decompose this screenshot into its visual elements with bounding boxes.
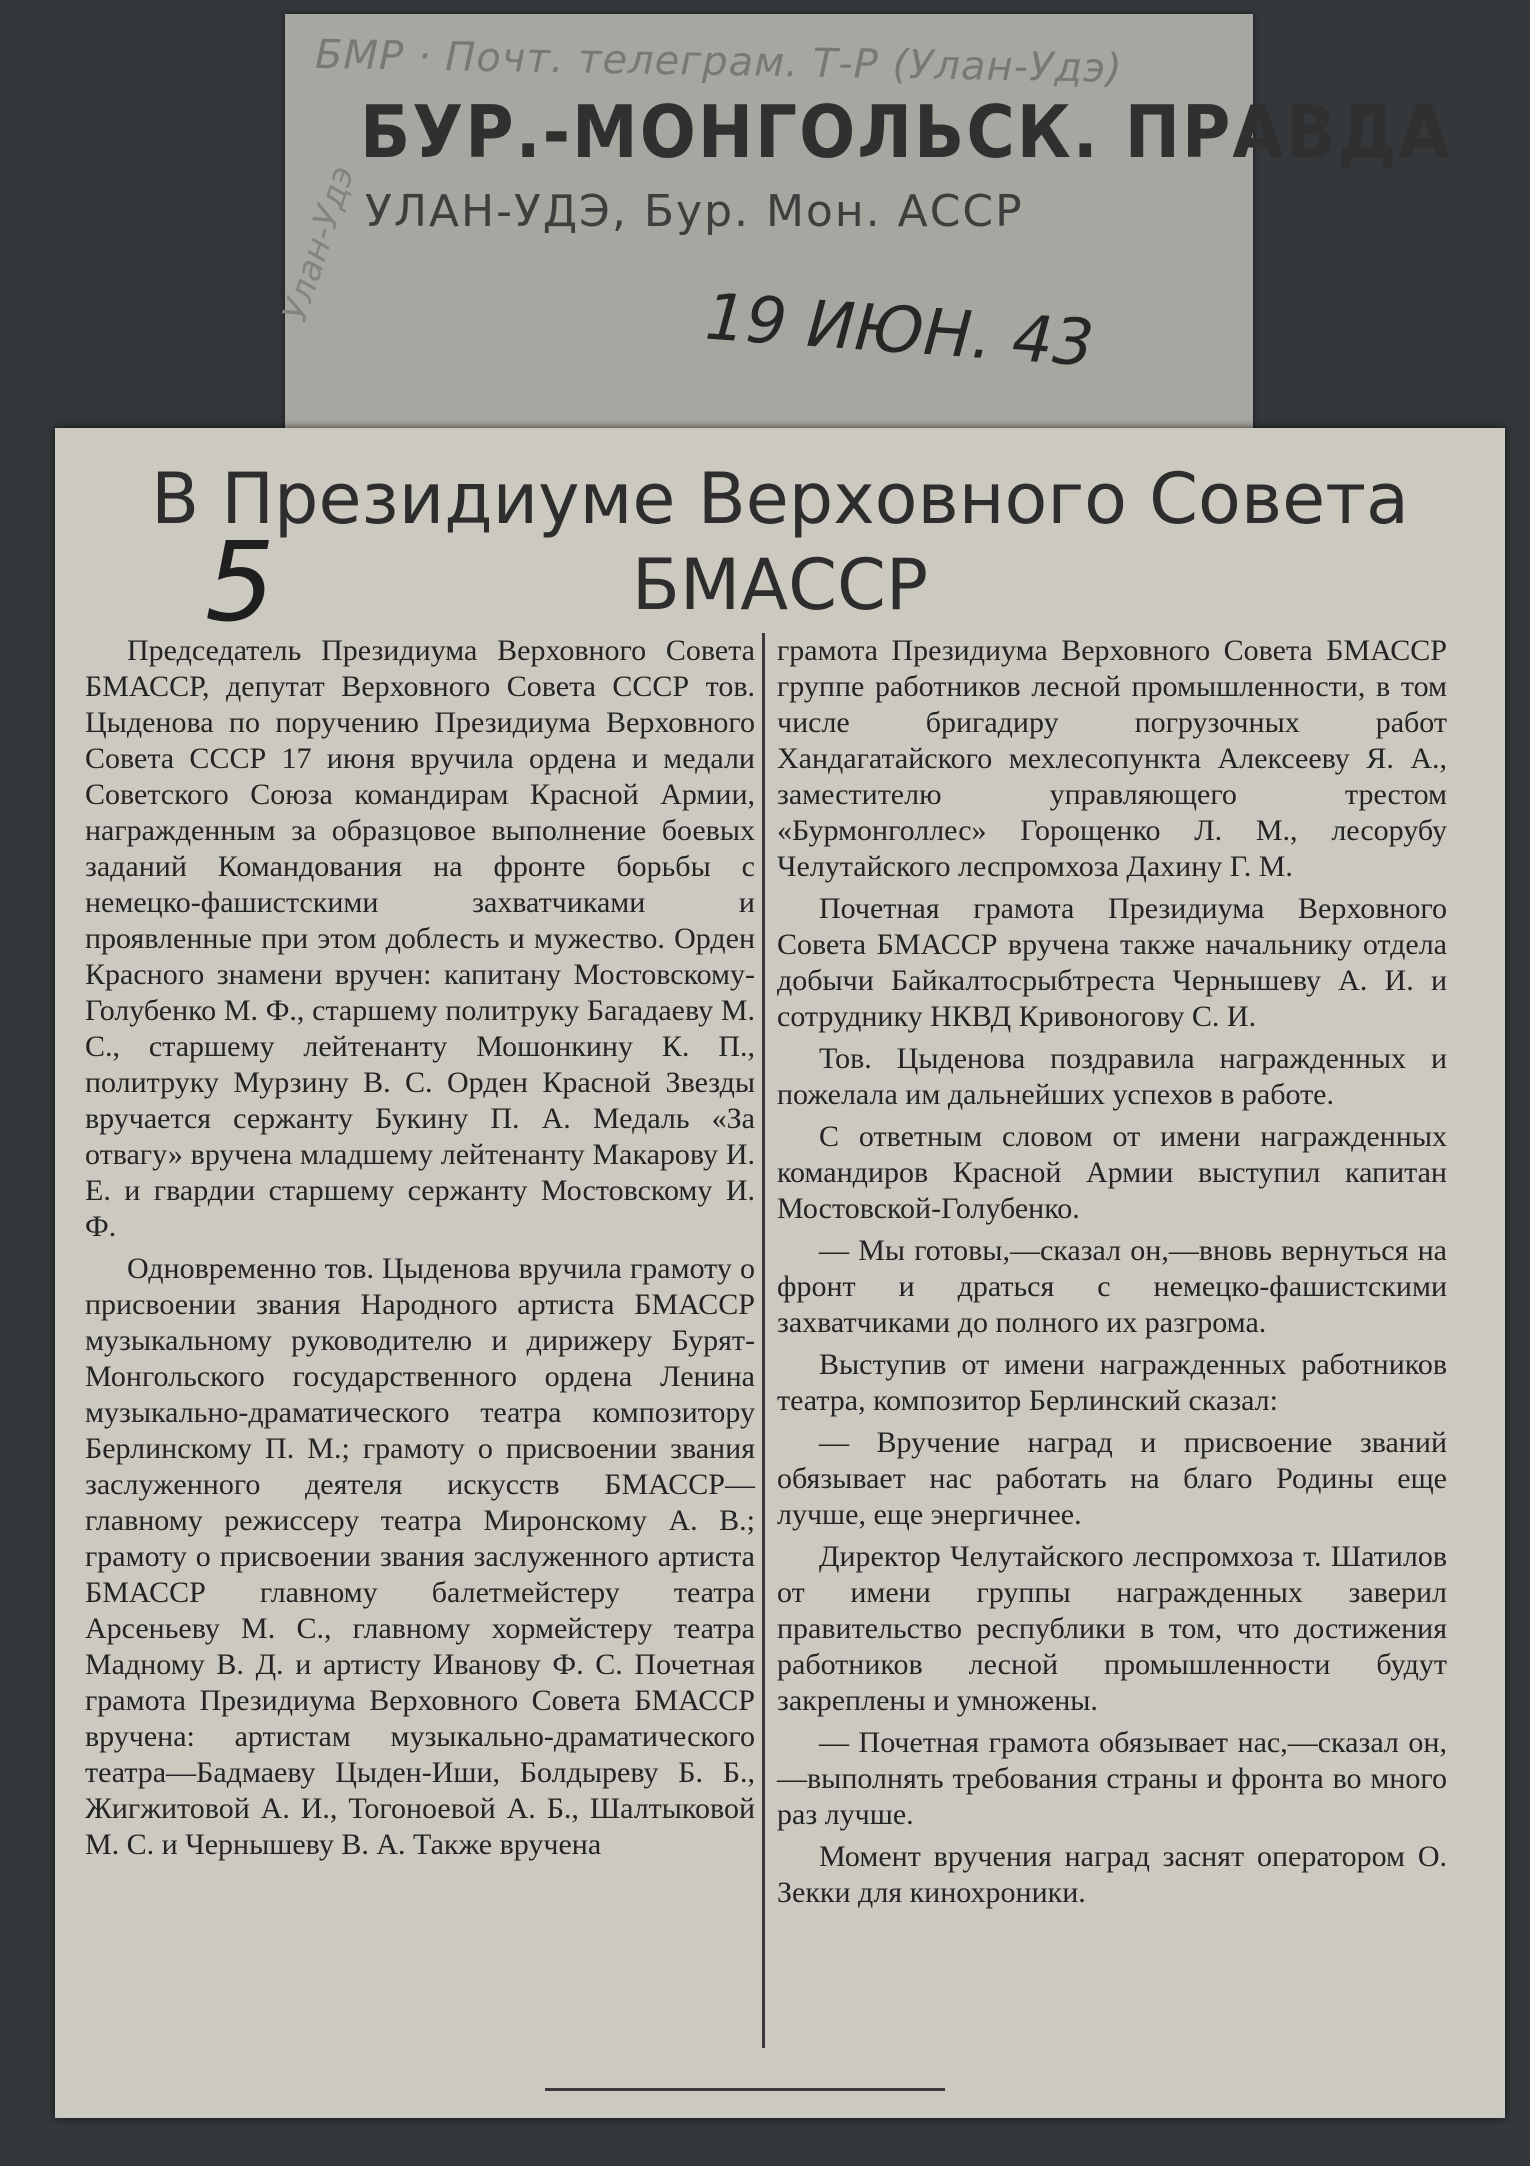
- headline-line-1: В Президиуме Верховного Совета: [151, 458, 1409, 540]
- paragraph: Председатель Президиума Верховного Совета БМАССР, депутат Верховного Совета СССР тов. Цыденова по поручению Президиума Верховного Совета СССР 17 июня вручила ордена и медали Советского Союза командирам Красной Армии, награжденным за образцовое выполнение боевых заданий Командования на фронте борьбы с немецко-фашистскими захватчиками и проявленные при этом доблесть и мужество. Орден Красного знамени вручен: капитану Мостовскому-Голубенко М. Ф., старшему политруку Багадаеву М. С., старшему лейтенанту Мошонкину К. П., политруку Мурзину В. С. Орден Красной Звезды вручается сержанту Букину П. А. Медаль «За отвагу» вручена младшему лейтенанту Макарову И. Е. и гвардии старшему сержанту Мостовскому И. Ф.: [85, 634, 755, 1243]
- paragraph: — Вручение наград и присвоение званий обязывает нас работать на благо Родины еще лучше, еще энергичнее.: [777, 1426, 1447, 1531]
- headline-line-2: БМАССР: [631, 544, 929, 626]
- paragraph: Одновременно тов. Цыденова вручила грамоту о присвоении звания Народного артиста БМАССР музыкальному руководителю и дирижеру Бурят-Монгольского государственного ордена Ленина музыкально-драматического театра композитору Берлинскому П. М.; грамоту о присвоении звания заслуженного деятеля искусств БМАССР—главному режиссеру театра Миронскому А. В.; грамоту о присвоении звания заслуженного артиста БМАССР главному балетмейстеру театра Арсеньеву М. С., главному хормейстеру театра Мадному В. Д. и артисту Иванову Ф. С. Почетная грамота Президиума Верховного Совета БМАССР вручена: артистам музыкально-драматического театра—Бадмаеву Цыден-Иши, Болдыреву Б. Б., Жигжитовой А. И., Тогоноевой А. Б., Шалтыковой М. С. и Чернышеву В. А. Также вручена: [85, 1252, 755, 1861]
- article-column-left: [85, 633, 755, 1869]
- newspaper-clipping: [55, 428, 1505, 2118]
- handwritten-number: 5: [205, 518, 275, 646]
- paragraph: С ответным словом от имени награжденных командиров Красной Армии выступил капитан Мостовской-Голубенко.: [777, 1120, 1447, 1225]
- clipping-stamp-card: [275, 14, 1452, 440]
- paragraph: Директор Челутайского леспромхоза т. Шатилов от имени группы награжденных заверил правительство республики в том, что достижения работников лесной промышленности будут закреплены и умножены.: [777, 1540, 1447, 1717]
- paragraph: грамота Президиума Верховного Совета БМАССР группе работников лесной промышленности, в том числе бригадиру погрузочных работ Хандагатайского мехлесопункта Алексееву Я. А., заместителю управляющего трестом «Бурмонголлес» Горощенко Л. М., лесорубу Челутайского леспромхоза Дахину Г. М.: [777, 634, 1447, 883]
- paragraph: — Мы готовы,—сказал он,—вновь вернуться на фронт и драться с немецко-фашистскими захватчиками до полного их разгрома.: [777, 1234, 1447, 1339]
- newspaper-city: УЛАН-УДЭ, Бур. Мон. АССР: [365, 186, 1024, 237]
- paragraph: Почетная грамота Президиума Верховного Совета БМАССР вручена также начальнику отдела добычи Байкалтосрыбтреста Чернышеву А. И. и сотруднику НКВД Кривоногову С. И.: [777, 892, 1447, 1033]
- article-column-right: [777, 633, 1447, 1917]
- stamp-date: 19 ИЮН. 43: [702, 280, 1097, 382]
- handwritten-note-side: Улан-Удэ: [275, 161, 363, 327]
- newspaper-name: БУР.-МОНГОЛЬСК. ПРАВДА: [360, 90, 1452, 175]
- paragraph: Выступив от имени награжденных работников театра, композитор Берлинский сказал:: [777, 1348, 1447, 1417]
- paragraph: — Почетная грамота обязывает нас,—сказал он,—выполнять требования страны и фронта во много раз лучше.: [777, 1726, 1447, 1831]
- paragraph: Момент вручения наград заснят оператором О. Зекки для кинохроники.: [777, 1840, 1447, 1909]
- paragraph: Тов. Цыденова поздравила награжденных и пожелала им дальнейших успехов в работе.: [777, 1042, 1447, 1111]
- handwritten-note-top: БМР · Почт. телеграм. Т-Р (Улан-Удэ): [314, 31, 1124, 92]
- column-divider: [762, 633, 765, 2048]
- end-rule: [545, 2088, 945, 2091]
